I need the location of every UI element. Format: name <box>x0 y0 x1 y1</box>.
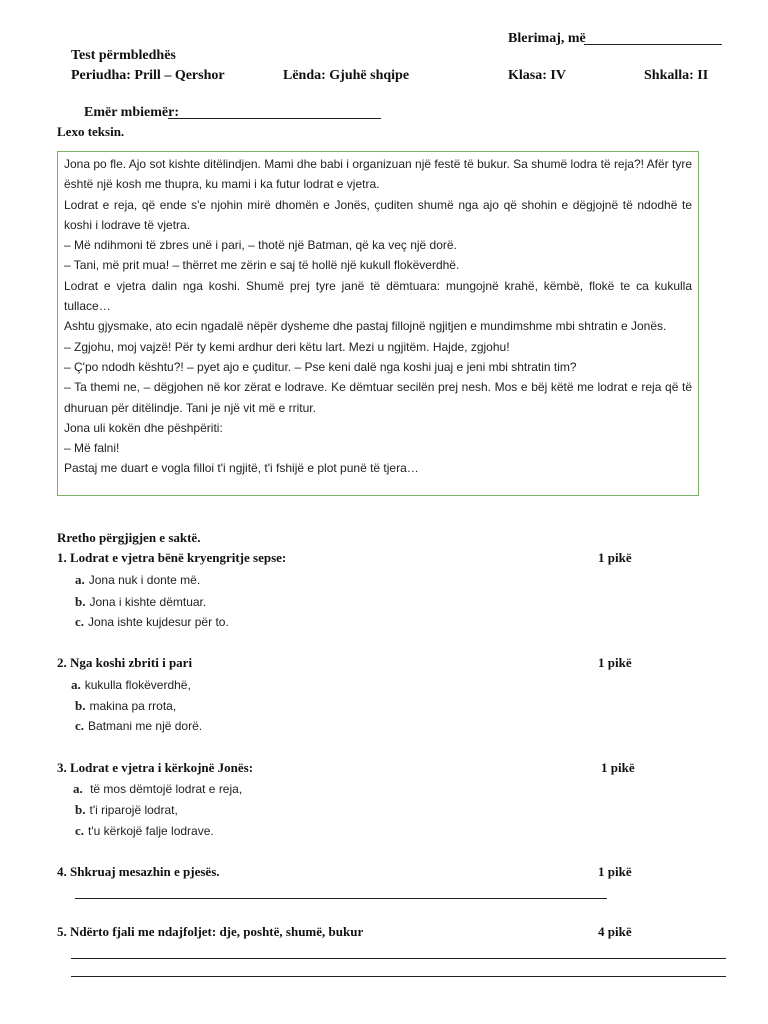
option-letter: b. <box>75 698 86 713</box>
passage-paragraph: – Ç'po ndodh kështu?! – pyet ajo e çuditur. – Pse keni dalë nga koshi juaj e jeni mbi shtratin tim? <box>64 359 577 374</box>
option-letter: b. <box>75 802 86 817</box>
option-text: makina pa rrota, <box>89 699 177 713</box>
option-text: Jona i kishte dëmtuar. <box>89 595 207 609</box>
question-1-points: 1 pikë <box>598 550 632 565</box>
subject-label: Lënda: Gjuhë shqipe <box>283 68 410 83</box>
passage-paragraph: – Zgjohu, moj vajzë! Për ty kemi ardhur deri këtu lart. Mezi u ngjitëm. Hajde, zgjohu! <box>64 339 510 354</box>
option-1b[interactable] <box>75 594 206 610</box>
passage-paragraph: Jona uli kokën dhe pëshpëriti: <box>64 420 223 435</box>
passage-paragraph: Pastaj me duart e vogla filloi t'i ngjitë, t'i fshijë e plot punë të tjera… <box>64 461 419 476</box>
passage-paragraph: – Tani, më prit mua! – thërret me zërin e saj të hollë një kukull flokëverdhë. <box>64 258 460 273</box>
passage-paragraph: – Më falni! <box>64 441 120 456</box>
passage-paragraph: – Më ndihmoni të zbres unë i pari, – thotë një Batman, që ka veç një dorë. <box>64 238 457 253</box>
option-letter: a. <box>71 677 81 692</box>
option-letter: a. <box>73 781 83 796</box>
option-letter: c. <box>75 614 85 629</box>
name-label: Emër mbiemër: <box>84 105 179 120</box>
question-3: 3. Lodrat e vjetra i kërkojnë Jonës: <box>57 760 254 775</box>
question-5: 5. Ndërto fjali me ndajfoljet: dje, poshtë, shumë, bukur <box>57 924 364 939</box>
option-3a[interactable] <box>73 781 242 797</box>
option-text: Batmani me një dorë. <box>88 719 203 733</box>
reading-instruction: Lexo teksin. <box>57 124 125 139</box>
option-text: t'i riparojë lodrat, <box>89 803 178 817</box>
option-text: Jona nuk i donte më. <box>88 573 201 587</box>
option-text: të mos dëmtojë lodrat e reja, <box>86 782 243 796</box>
option-letter: c. <box>75 823 85 838</box>
question-5-points: 4 pikë <box>598 924 632 939</box>
option-1a[interactable] <box>75 572 200 588</box>
passage-paragraph: Jona po fle. Ajo sot kishte ditëlindjen. Mami dhe babi i organizuan një festë të bukur. Sa shumë lodra të reja?! Afër tyre është një kosh me thupra, ku mami i ka futur lodrat e vjetra. <box>64 157 692 192</box>
option-text: kukulla flokëverdhë, <box>84 678 191 692</box>
section-title: Rretho përgjigjen e saktë. <box>57 530 201 545</box>
option-text: Jona ishte kujdesur për to. <box>88 615 229 629</box>
question-2-points: 1 pikë <box>598 655 632 670</box>
question-1: 1. Lodrat e vjetra bënë kryengritje sepse: <box>57 550 287 565</box>
option-3c[interactable] <box>75 823 214 839</box>
option-2a[interactable] <box>71 677 191 693</box>
level-label: Shkalla: II <box>644 68 709 83</box>
passage-paragraph: Lodrat e vjetra dalin nga koshi. Shumë prej tyre janë të dëmtuara: mungojnë krahë, këmbë, flokë te ca kukulla tullace… <box>64 278 692 314</box>
passage-paragraph: Lodrat e reja, që ende s'e njohin mirë dhomën e Jonës, çuditen shumë nga ajo që shohin e dëgjojnë të ndodhë te koshi i lodrave të vjetra. <box>64 197 692 232</box>
test-title: Test përmbledhës <box>71 48 176 63</box>
answer-line[interactable] <box>75 898 607 899</box>
passage-paragraph: Ashtu gjysmake, ato ecin ngadalë nëpër dysheme dhe pastaj fillojnë ngjitjen e mundimshme mbi shtratin e Jonës. <box>64 319 667 334</box>
class-label: Klasa: IV <box>508 68 566 83</box>
question-4-points: 1 pikë <box>598 864 632 879</box>
option-letter: c. <box>75 718 85 733</box>
answer-line[interactable] <box>71 958 726 959</box>
reading-passage <box>57 151 699 496</box>
question-3-points: 1 pikë <box>601 760 635 775</box>
date-label: Blerimaj, më <box>508 31 586 46</box>
option-2c[interactable] <box>75 718 202 734</box>
option-text: t'u kërkojë falje lodrave. <box>88 824 214 838</box>
option-2b[interactable] <box>75 698 176 714</box>
option-letter: a. <box>75 572 85 587</box>
question-2: 2. Nga koshi zbriti i pari <box>57 655 193 670</box>
option-letter: b. <box>75 594 86 609</box>
answer-line[interactable] <box>71 976 726 977</box>
period-label: Periudha: Prill – Qershor <box>71 68 225 83</box>
option-1c[interactable] <box>75 614 229 630</box>
name-blank-line[interactable] <box>168 118 381 119</box>
passage-paragraph: – Ta themi ne, – dëgjohen në kor zërat e lodrave. Ke dëmtuar secilën prej nesh. Mos e bëj këtë me lodrat e reja që të dhuruan për ditëlindje. Tani je një vit më e rritur. <box>64 380 692 415</box>
option-3b[interactable] <box>75 802 178 818</box>
date-blank-line[interactable] <box>584 44 722 45</box>
question-4: 4. Shkruaj mesazhin e pjesës. <box>57 864 220 879</box>
